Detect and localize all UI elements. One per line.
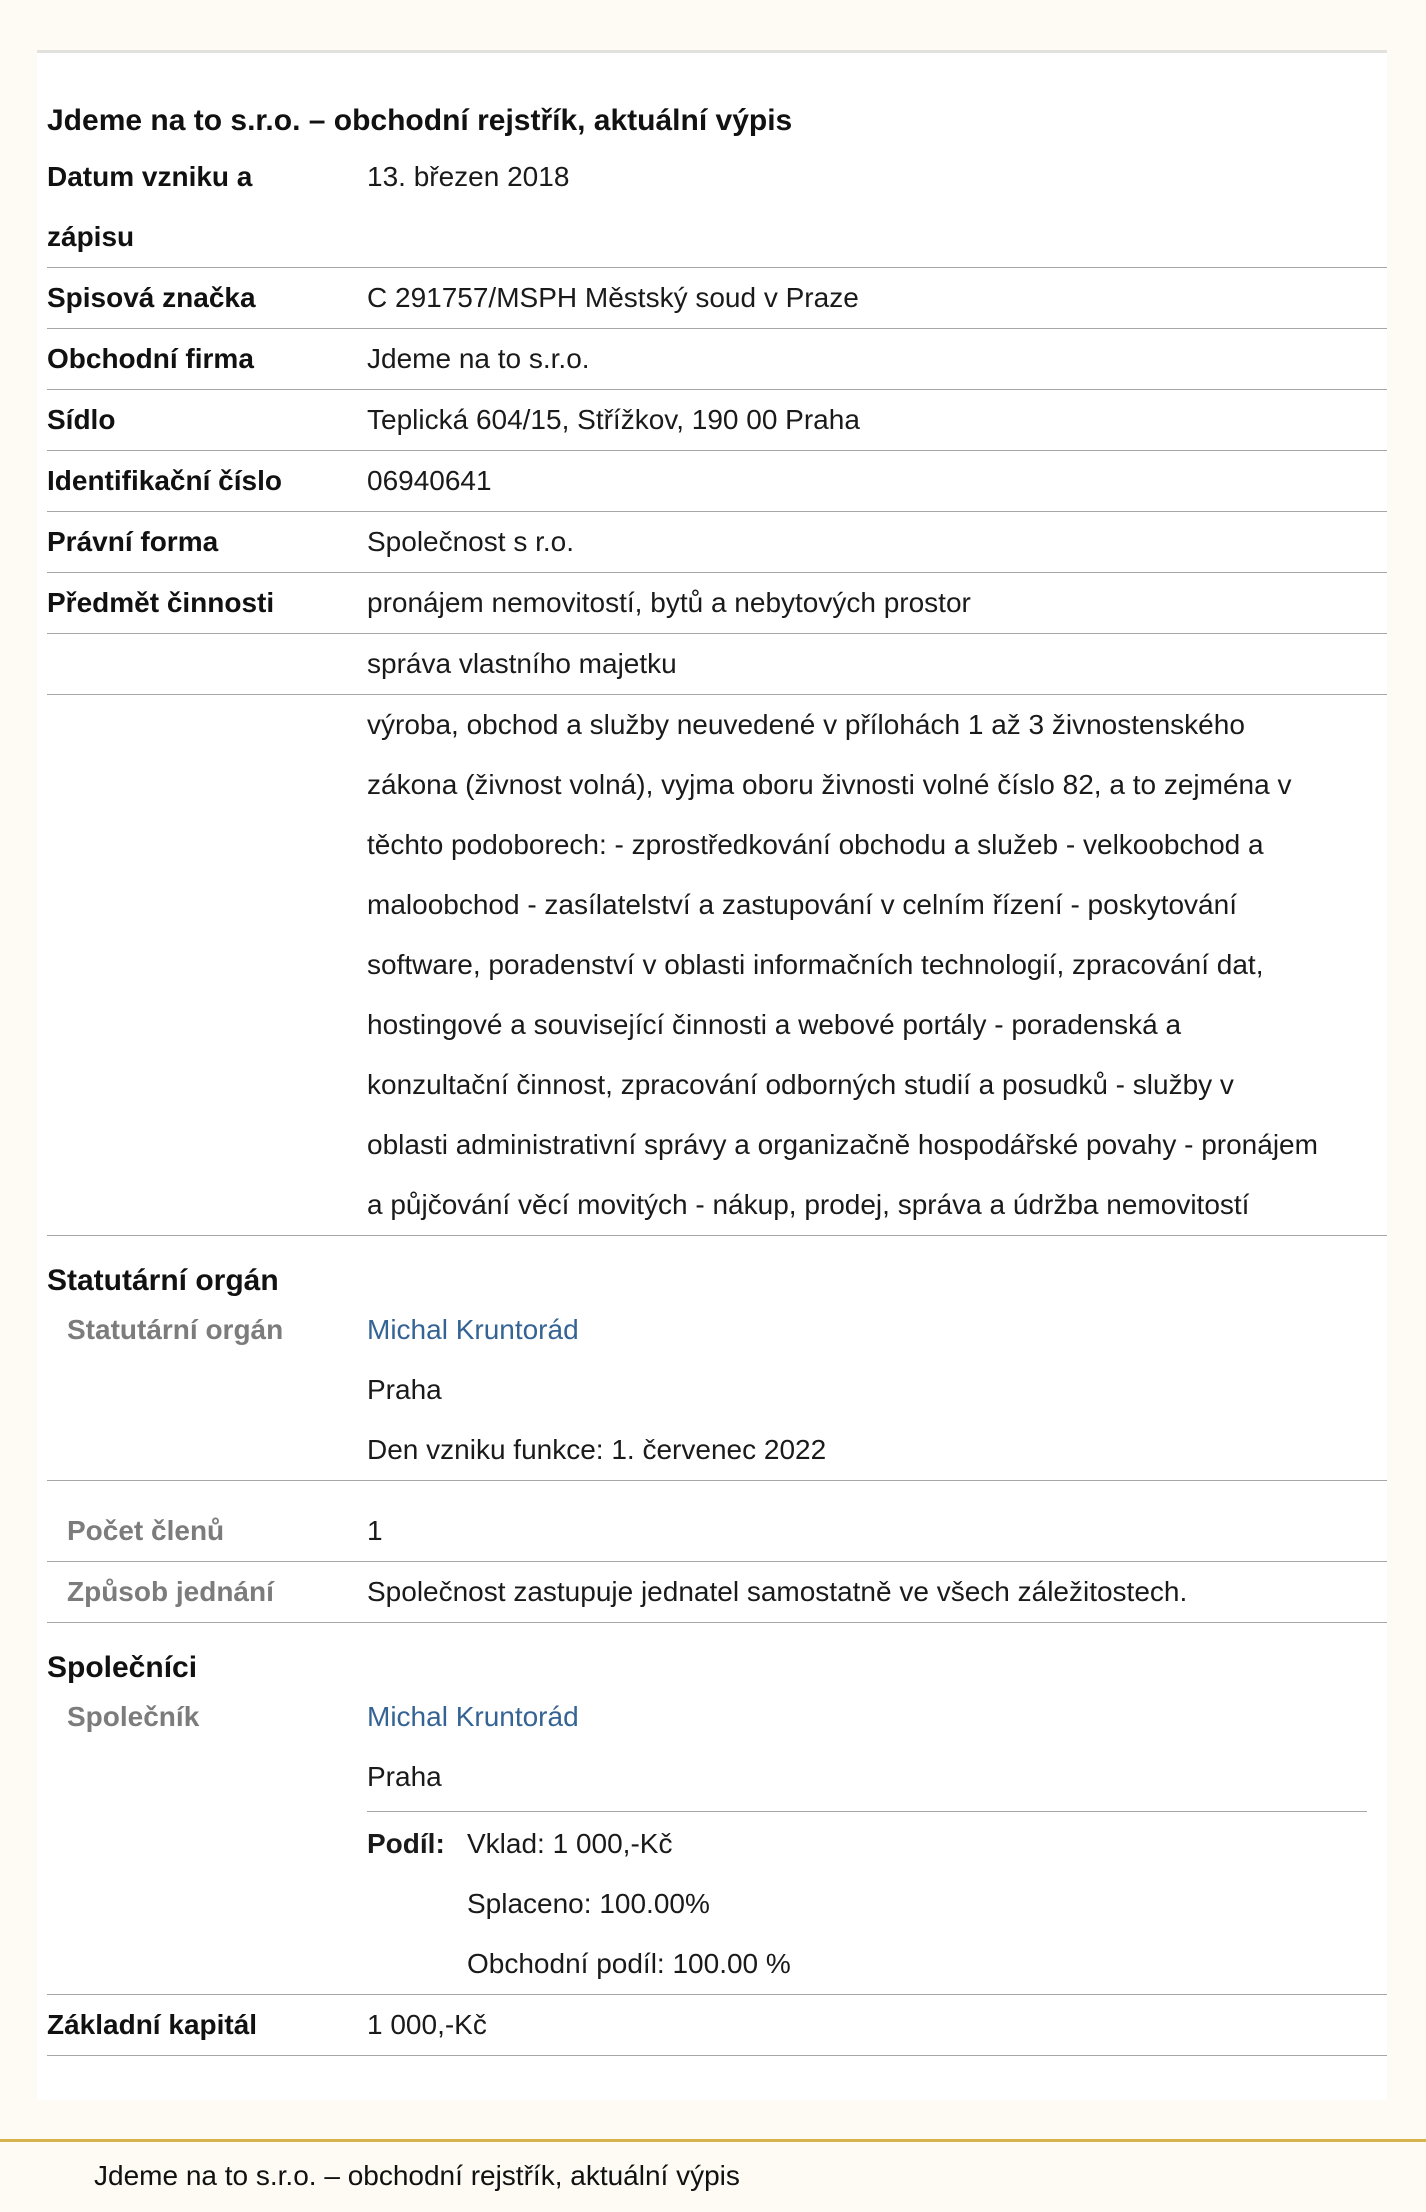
predmet-line: hostingové a související činnosti a webové portály - poradenská a (367, 1009, 1182, 1040)
datum-label-line2: zápisu (47, 221, 135, 252)
row-value: správa vlastního majetku (367, 648, 677, 679)
row-value: 1 (367, 1515, 383, 1546)
row-pravni-forma (47, 512, 1387, 573)
share-block (367, 1811, 1367, 1994)
share-ratio: Obchodní podíl: 100.00 % (467, 1948, 791, 1979)
section-statutarni-organ: Statutární orgán (47, 1264, 279, 1297)
share-deposit: Vklad: 1 000,-Kč (467, 1828, 673, 1859)
row-value: 13. březen 2018 (367, 161, 570, 192)
predmet-line: konzultační činnost, zpracování odborných studií a posudků - služby v (367, 1069, 1234, 1100)
row-value-multiline (367, 1300, 1387, 1480)
row-spolecnik (47, 1687, 1387, 1995)
row-label: Základní kapitál (47, 2009, 258, 2040)
predmet-line: zákona (živnost volná), vyjma oboru živnosti volné číslo 82, a to zejména v (367, 769, 1292, 800)
row-label: Počet členů (67, 1515, 225, 1546)
row-value: C 291757/MSPH Městský soud v Praze (367, 282, 859, 313)
row-label: Předmět činnosti (47, 587, 275, 618)
share-label: Podíl: (367, 1828, 445, 1859)
predmet-line: výroba, obchod a služby neuvedené v přílohách 1 až 3 živnostenského (367, 709, 1245, 740)
row-label: Identifikační číslo (47, 465, 282, 496)
row-predmet-2 (47, 634, 1387, 695)
row-predmet-3 (47, 695, 1387, 1236)
predmet-line: maloobchod - zasílatelství a zastupování v celním řízení - poskytování (367, 889, 1237, 920)
person-city: Praha (367, 1374, 442, 1405)
row-label (47, 147, 367, 267)
registry-content (47, 97, 1387, 2056)
partner-city: Praha (367, 1761, 442, 1792)
row-sidlo (47, 390, 1387, 451)
row-value: Společnost zastupuje jednatel samostatně ve všech záležitostech. (367, 1576, 1188, 1607)
predmet-line: software, poradenství v oblasti informačních technologií, zpracování dat, (367, 949, 1264, 980)
share-values (467, 1814, 791, 1994)
row-predmet-cinnosti (47, 573, 1387, 634)
share-paid: Splaceno: 100.00% (467, 1888, 710, 1919)
row-label: Statutární orgán (67, 1314, 284, 1345)
person-since: Den vzniku funkce: 1. červenec 2022 (367, 1434, 827, 1465)
row-value-multiline (367, 1687, 1387, 1994)
footer-divider (0, 2139, 1426, 2142)
page-title: Jdeme na to s.r.o. – obchodní rejstřík, aktuální výpis (47, 104, 793, 137)
predmet-line: těchto podoborech: - zprostředkování obchodu a služeb - velkoobchod a (367, 829, 1264, 860)
datum-label-line1: Datum vzniku a (47, 161, 253, 192)
row-zakladni-kapital (47, 1995, 1387, 2056)
row-zpusob-jednani (47, 1562, 1387, 1623)
row-value: Společnost s r.o. (367, 526, 575, 557)
row-label: Společník (67, 1701, 200, 1732)
row-label: Spisová značka (47, 282, 256, 313)
row-label: Právní forma (47, 526, 219, 557)
row-value: Jdeme na to s.r.o. (367, 343, 590, 374)
row-label-empty (47, 695, 367, 1235)
row-label: Způsob jednání (67, 1576, 274, 1607)
row-datum-vzniku (47, 147, 1387, 268)
row-obchodni-firma (47, 329, 1387, 390)
row-label: Sídlo (47, 404, 116, 435)
section-spolecnici: Společníci (47, 1651, 198, 1684)
row-value: Teplická 604/15, Střížkov, 190 00 Praha (367, 404, 860, 435)
predmet-line: a půjčování věcí movitých - nákup, prodej, správa a údržba nemovitostí (367, 1189, 1250, 1220)
row-statutarni-organ (47, 1300, 1387, 1481)
row-value: 1 000,-Kč (367, 2009, 487, 2040)
row-value-multiline (367, 695, 1387, 1235)
row-value: pronájem nemovitostí, bytů a nebytových prostor (367, 587, 971, 618)
row-pocet-clenu (47, 1501, 1387, 1562)
predmet-line: oblasti administrativní správy a organizačně hospodářské povahy - pronájem (367, 1129, 1318, 1160)
registry-card (37, 50, 1387, 2100)
partner-link[interactable]: Michal Kruntorád (367, 1701, 579, 1732)
row-value: 06940641 (367, 465, 492, 496)
footer-title: Jdeme na to s.r.o. – obchodní rejstřík, aktuální výpis (94, 2160, 740, 2191)
row-spisova-znacka (47, 268, 1387, 329)
person-link[interactable]: Michal Kruntorád (367, 1314, 579, 1345)
row-ico (47, 451, 1387, 512)
row-label-empty (47, 634, 367, 694)
row-label: Obchodní firma (47, 343, 254, 374)
